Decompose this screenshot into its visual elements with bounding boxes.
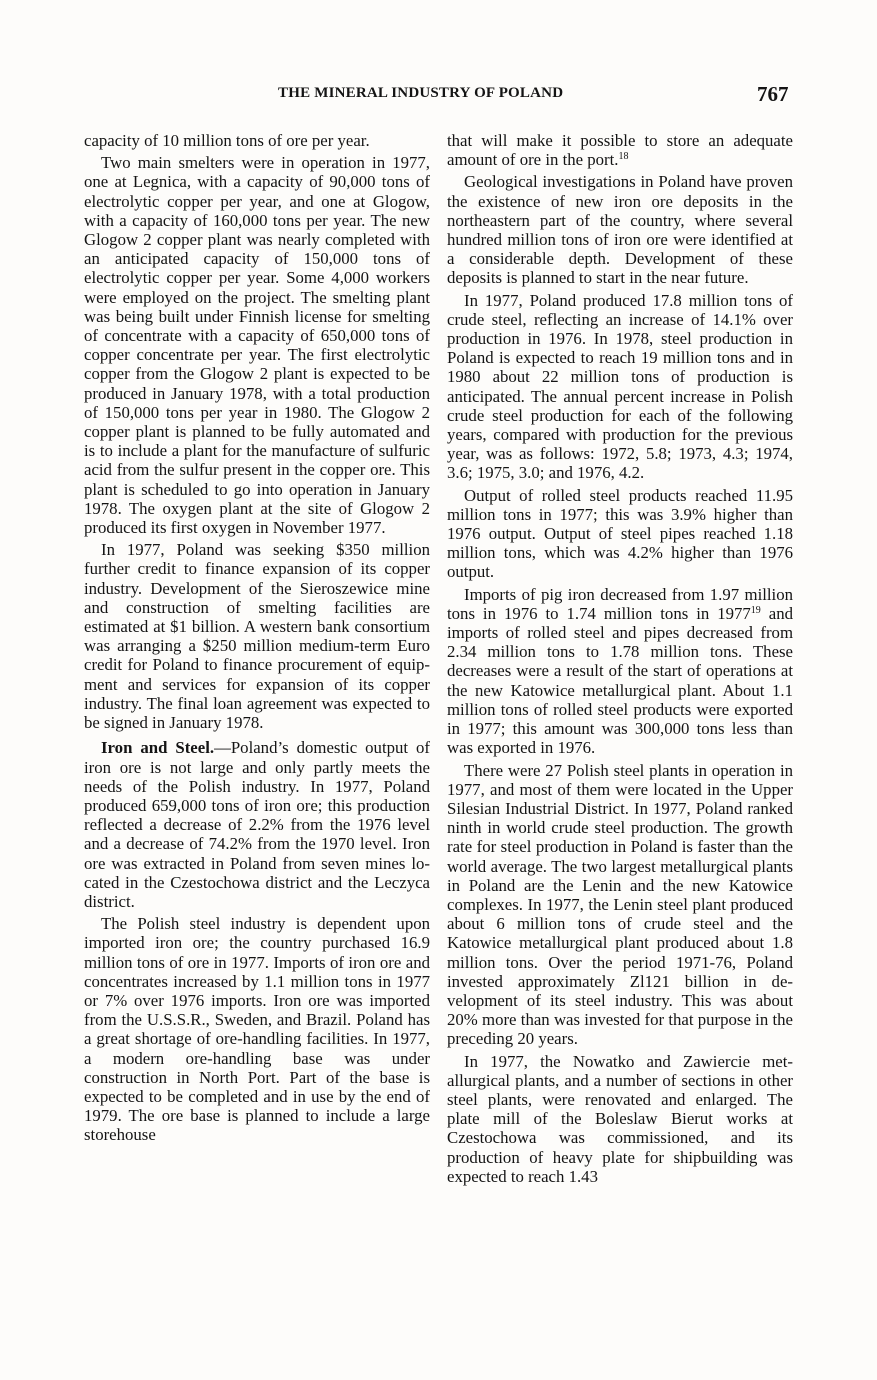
- paragraph-geological-investigations: Geological investigations in Poland have proven the existence of new iron ore deposits in the northeastern part of the country, where several hundred million tons of iron ore were identified at a considerable depth. Development of these deposits is planned to start in the near future.: [447, 172, 793, 288]
- paragraph-imported-ore: The Polish steel industry is dependent upon imported iron ore; the country purchased 16.9 million tons of ore in 1977. Imports of iron ore and concentrates increased by 1.1 million tons in 1977 or 7% over 1976 imports. Iron ore was imported from the U.S.S.R., Sweden, and Brazil. Poland has a great shortage of ore-handling facilities. In 1977, a modern ore-handling base was under construction in North Port. Part of the base is expected to be completed and in use by the end of 1979. The ore base is planned to include a large storehouse: [84, 914, 430, 1145]
- paragraph-smelters: Two main smelters were in operation in 1977, one at Legnica, with a capacity of 90,000 tons of electrolytic copper per year, and one at Glogow, with a capacity of 160,000 tons per year. The new Glogow 2 copper plant was nearly completed with an anticipated capacity of 150,000 tons of electrolytic copper per year. Some 4,000 workers were employed on the project. The smelting plant was being built under Finnish license for smelting of concentrate with a capacity of 650,000 tons of copper concentrate per year. The first electrolytic copper from the Glogow 2 plant is expected to be produced in January 1978, with a total production of 150,000 tons per year in 1980. The Glogow 2 copper plant is planned to be fully automated and is to include a plant for the manufacture of sulfuric acid from the sulfur present in the copper ore. This plant is scheduled to go into operation in January 1978. The oxygen plant at the site of Glogow 2 produced its first oxygen in November 1977.: [84, 153, 430, 538]
- paragraph-text-continued: and imports of rolled steel and pipes decreased from 2.34 million tons to 1.78 million tons. These decreases were a result of the start of operations at the new Katowice metallurgical plant. About 1.1 million tons of rolled steel products were exported in 1977; this amount was 300,000 tons less than was exported in 1976.: [447, 603, 793, 758]
- paragraph-steel-plants: There were 27 Polish steel plants in operation in 1977, and most of them were located in the Upper Silesian Industrial District. In 1977, Poland ranked ninth in world crude steel production. The growth rate for steel production in Poland is faster than the world average. The two largest metallurgical plants in Poland are the Lenin and the new Katowice complexes. In 1977, the Lenin steel plant produced about 6 million tons of crude steel and the Katowice metallurgical plant produced about 1.8 million tons. Over the period 1971-76, Poland invested approximately Zl121 billion in development of its steel industry. This was about 20% more than was invested for that purpose in the preceding 20 years.: [447, 760, 793, 1049]
- paragraph-rolled-steel: Output of rolled steel products reached 11.95 million tons in 1977; this was 3.9% higher than 1976 output. Output of steel pipes reached 1.18 million tons, which was 4.2% higher than 1976 output.: [447, 485, 793, 582]
- paragraph-crude-steel: In 1977, Poland produced 17.8 million tons of crude steel, reflecting an increase of 14.1% over production in 1976. In 1978, steel production in Poland is expected to reach 19 million tons and in 1980 about 22 million tons of production is anticipated. The annual percent increase in Polish crude steel production for each of the following years, compared with production for the previous year, was as follows: 1972, 5.8; 1973, 4.3; 1974, 3.6; 1975, 3.0; and 1976, 4.2.: [447, 290, 793, 483]
- running-head: THE MINERAL INDUSTRY OF POLAND: [278, 85, 564, 101]
- paragraph-text: Imports of pig iron decreased from 1.97 million tons in 1976 to 1.74 million tons in 1977: [447, 584, 793, 623]
- paragraph-copper-capacity-continued: capacity of 10 million tons of ore per year.: [84, 131, 370, 150]
- paragraph-pig-iron-imports: [447, 585, 793, 758]
- footnote-ref-18: 18: [618, 151, 629, 163]
- paragraph-iron-and-steel: [84, 738, 430, 911]
- paragraph-renovation: In 1977, the Nowatko and Zawiercie metallurgical plants, and a number of sections in other steel plants, were renovated and enlarged. The plate mill of the Boleslaw Bierut works at Czestochowa was commissioned, and its production of heavy plate for shipbuilding was expected to reach 1.43: [447, 1051, 793, 1186]
- left-column: [84, 131, 430, 1145]
- paragraph-ore-storage-continued: [447, 131, 793, 169]
- paragraph-text: that will make it possible to store an adequate amount of ore in the port.: [447, 131, 793, 170]
- paragraph-credit: In 1977, Poland was seeking $350 million further credit to finance expansion of its copper industry. Development of the Sieroszewice mine and construction of smelting facilities are estimated at $1 billion. A western bank consortium was arranging a $250 million medium-term Euro credit for Poland to finance procurement of equipment and services for expansion of its copper industry. The final loan agreement was expected to be signed in January 1978.: [84, 540, 430, 733]
- footnote-ref-19: 19: [750, 604, 761, 616]
- page-number: 767: [757, 82, 789, 106]
- paragraph-iron-ore-output: —Poland’s domestic output of iron ore is not large and only partly meets the needs of the Polish industry. In 1977, Poland produced 659,000 tons of iron ore; this production reflected a decrease of 2.2% from the 1976 level and a decrease of 74.2% from the 1970 level. Iron ore was extracted in Poland from seven mines located in the Czestochowa district and the Leczyca district.: [84, 738, 430, 911]
- right-column: [447, 131, 793, 1186]
- section-heading-iron-and-steel: Iron and Steel.: [101, 738, 215, 758]
